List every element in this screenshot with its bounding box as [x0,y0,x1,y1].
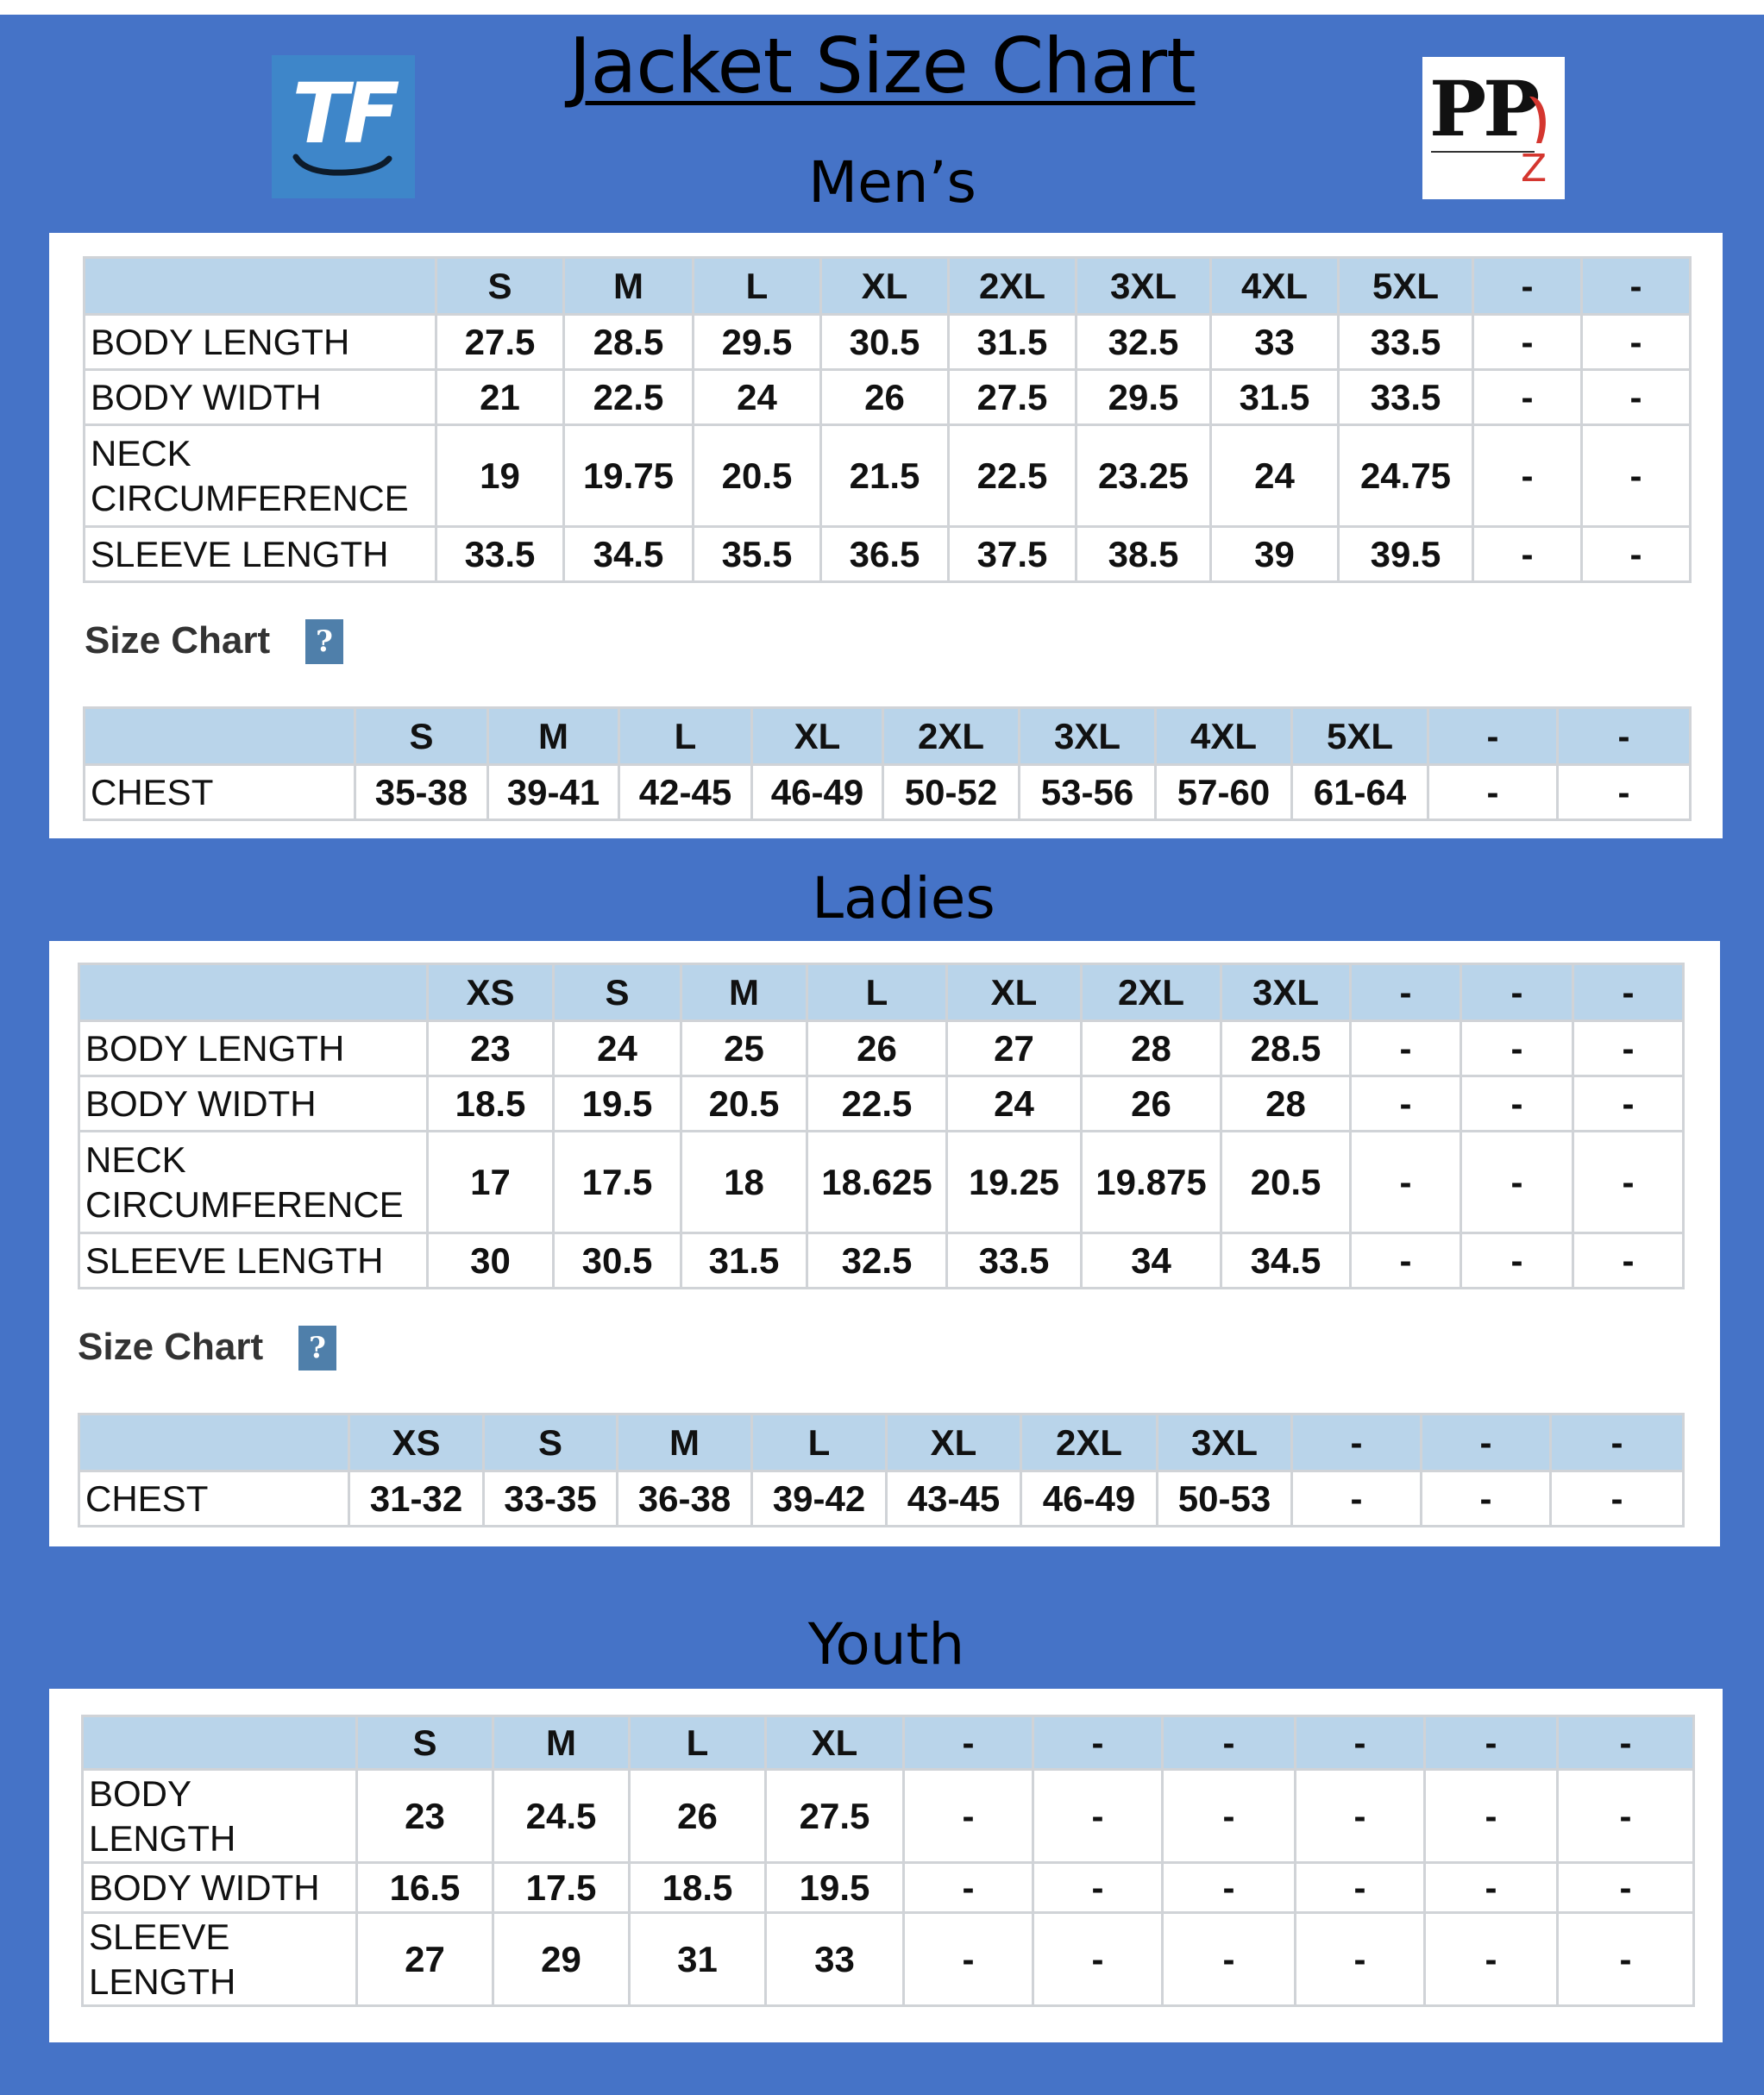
value-cell: - [1473,370,1582,425]
value-cell: 38.5 [1077,527,1211,582]
size-header: - [1582,258,1691,315]
value-cell: 31-32 [349,1471,484,1527]
size-header: - [1558,708,1691,765]
value-cell: 22.5 [564,370,694,425]
tf-logo-text: TF [292,66,395,162]
value-cell: - [1461,1132,1573,1233]
table-row [83,1770,1694,1863]
value-cell: 27.5 [949,370,1077,425]
row-label-line: LENGTH [89,1817,236,1859]
help-icon[interactable]: ? [298,1326,336,1371]
value-cell: 18.625 [807,1132,947,1233]
size-header: XL [887,1414,1021,1471]
size-header: M [488,708,619,765]
corner-cell [79,964,428,1021]
row-label [83,1770,357,1863]
value-cell: 27 [357,1913,493,2006]
value-cell: 19.5 [554,1076,681,1132]
size-header: 2XL [949,258,1077,315]
header-row [85,708,1691,765]
size-header: - [1473,258,1582,315]
value-cell: - [1351,1132,1461,1233]
size-header: - [1422,1414,1551,1471]
row-label-line: CIRCUMFERENCE [85,1183,404,1225]
value-cell: 24 [1211,425,1339,527]
row-label-line: SLEEVE [89,1916,230,1957]
size-header: 2XL [1082,964,1221,1021]
value-cell: - [1296,1913,1425,2006]
value-cell: - [1163,1863,1296,1913]
value-cell: - [1296,1770,1425,1863]
size-header: 2XL [883,708,1020,765]
table-row [79,1076,1684,1132]
header-row [85,258,1691,315]
row-label: BODY WIDTH [79,1076,428,1132]
ladies-chest-table [78,1413,1685,1527]
size-header: M [493,1716,630,1770]
value-cell: - [1425,1770,1558,1863]
value-cell: 34 [1082,1233,1221,1289]
value-cell: - [1425,1913,1558,2006]
header-row [83,1716,1694,1770]
value-cell: 24 [554,1021,681,1076]
size-header: S [554,964,681,1021]
value-cell: 23 [428,1021,554,1076]
value-cell: 28 [1082,1021,1221,1076]
size-header: L [807,964,947,1021]
value-cell: 19 [436,425,564,527]
value-cell: 30.5 [554,1233,681,1289]
value-cell: 30.5 [821,315,949,370]
value-cell: 17.5 [493,1863,630,1913]
value-cell: 22.5 [807,1076,947,1132]
value-cell: 26 [821,370,949,425]
value-cell: 31.5 [949,315,1077,370]
size-header: 4XL [1156,708,1292,765]
value-cell: 39 [1211,527,1339,582]
row-label [79,1132,428,1233]
value-cell: 19.75 [564,425,694,527]
value-cell: - [1582,370,1691,425]
value-cell: 24.75 [1339,425,1473,527]
value-cell: 42-45 [619,765,752,820]
value-cell: - [1461,1233,1573,1289]
ladies-heading: Ladies [812,865,995,931]
size-header: M [618,1414,752,1471]
size-header: XL [766,1716,904,1770]
value-cell: 33.5 [436,527,564,582]
size-header: - [904,1716,1033,1770]
value-cell: 19.875 [1082,1132,1221,1233]
size-header: - [1461,964,1573,1021]
value-cell: - [1296,1863,1425,1913]
value-cell: - [904,1863,1033,1913]
ppz-logo-sub-text: Z [1521,147,1547,191]
youth-heading: Youth [807,1611,965,1678]
value-cell: - [1163,1770,1296,1863]
size-header: 5XL [1339,258,1473,315]
row-label: SLEEVE LENGTH [79,1233,428,1289]
value-cell: 23.25 [1077,425,1211,527]
value-cell: - [1573,1021,1684,1076]
value-cell: 26 [630,1770,766,1863]
header-row [79,1414,1684,1471]
value-cell: - [1551,1471,1684,1527]
value-cell: 16.5 [357,1863,493,1913]
value-cell: - [1351,1076,1461,1132]
ladies-size-chart-label: Size Chart [78,1326,264,1368]
value-cell: 36.5 [821,527,949,582]
value-cell: - [1473,425,1582,527]
value-cell: 33 [766,1913,904,2006]
value-cell: 33 [1211,315,1339,370]
row-label [85,425,436,527]
value-cell: 17 [428,1132,554,1233]
value-cell: - [1558,1863,1694,1913]
row-label: BODY LENGTH [85,315,436,370]
value-cell: 39.5 [1339,527,1473,582]
value-cell: 20.5 [1221,1132,1351,1233]
size-header: - [1573,964,1684,1021]
value-cell: 39-42 [752,1471,887,1527]
table-row [79,1021,1684,1076]
value-cell: 30 [428,1233,554,1289]
value-cell: 28.5 [564,315,694,370]
value-cell: 31.5 [1211,370,1339,425]
value-cell: 31.5 [681,1233,807,1289]
value-cell: - [1428,765,1558,820]
value-cell: 18.5 [428,1076,554,1132]
size-header: L [630,1716,766,1770]
value-cell: 31 [630,1913,766,2006]
mens-chest-table [83,706,1692,821]
value-cell: 33-35 [484,1471,618,1527]
value-cell: 29.5 [1077,370,1211,425]
size-header: L [752,1414,887,1471]
value-cell: 21 [436,370,564,425]
value-cell: 27 [947,1021,1082,1076]
table-row [85,527,1691,582]
value-cell: 32.5 [1077,315,1211,370]
value-cell: 18.5 [630,1863,766,1913]
value-cell: 23 [357,1770,493,1863]
mens-measurements-table [83,256,1692,583]
size-header: - [1296,1716,1425,1770]
size-header: S [484,1414,618,1471]
value-cell: - [1573,1076,1684,1132]
size-header: - [1033,1716,1163,1770]
size-header: - [1551,1414,1684,1471]
row-label: SLEEVE LENGTH [85,527,436,582]
value-cell: 57-60 [1156,765,1292,820]
value-cell: 50-52 [883,765,1020,820]
value-cell: 33.5 [1339,315,1473,370]
value-cell: - [1163,1913,1296,2006]
value-cell: 35-38 [355,765,488,820]
value-cell: 32.5 [807,1233,947,1289]
value-cell: - [904,1913,1033,2006]
ppz-logo-main-text: PP [1429,64,1537,154]
size-header: S [436,258,564,315]
ladies-measurements-table [78,963,1685,1289]
size-header: - [1163,1716,1296,1770]
size-header: - [1351,964,1461,1021]
value-cell: 36-38 [618,1471,752,1527]
value-cell: - [1033,1770,1163,1863]
value-cell: - [904,1770,1033,1863]
value-cell: 39-41 [488,765,619,820]
size-header: L [619,708,752,765]
value-cell: 21.5 [821,425,949,527]
mens-size-chart-label: Size Chart [85,619,271,662]
row-label: BODY WIDTH [83,1863,357,1913]
value-cell: 27.5 [436,315,564,370]
value-cell: 46-49 [752,765,883,820]
value-cell: - [1573,1132,1684,1233]
value-cell: 43-45 [887,1471,1021,1527]
value-cell: - [1351,1233,1461,1289]
size-header: S [355,708,488,765]
size-header: 2XL [1021,1414,1158,1471]
mens-heading: Men’s [808,149,976,216]
corner-cell [85,258,436,315]
value-cell: 46-49 [1021,1471,1158,1527]
row-label-line: CIRCUMFERENCE [91,477,409,518]
header-row [79,964,1684,1021]
size-header: XS [428,964,554,1021]
row-label-line: BODY [89,1772,192,1814]
row-label: BODY WIDTH [85,370,436,425]
row-label-line: NECK [85,1138,186,1180]
table-row [85,315,1691,370]
value-cell: - [1582,425,1691,527]
table-row [79,1233,1684,1289]
row-label: BODY LENGTH [79,1021,428,1076]
row-label [83,1913,357,2006]
value-cell: 34.5 [1221,1233,1351,1289]
value-cell: - [1422,1471,1551,1527]
value-cell: - [1582,527,1691,582]
youth-measurements-table [81,1715,1695,2007]
value-cell: 26 [807,1021,947,1076]
value-cell: 25 [681,1021,807,1076]
size-header: - [1428,708,1558,765]
size-header: M [564,258,694,315]
size-header: 5XL [1292,708,1428,765]
value-cell: - [1292,1471,1422,1527]
size-header: 3XL [1077,258,1211,315]
size-header: 3XL [1221,964,1351,1021]
value-cell: - [1573,1233,1684,1289]
value-cell: - [1473,527,1582,582]
size-header: XL [947,964,1082,1021]
size-header: XS [349,1414,484,1471]
value-cell: - [1558,1913,1694,2006]
value-cell: 19.25 [947,1132,1082,1233]
value-cell: - [1461,1076,1573,1132]
size-header: M [681,964,807,1021]
table-row [83,1863,1694,1913]
size-header: L [694,258,821,315]
table-row [85,765,1691,820]
corner-cell [79,1414,349,1471]
value-cell: - [1558,765,1691,820]
value-cell: 29.5 [694,315,821,370]
value-cell: - [1558,1770,1694,1863]
size-header: 3XL [1020,708,1156,765]
table-row [79,1132,1684,1233]
value-cell: 24 [947,1076,1082,1132]
value-cell: 17.5 [554,1132,681,1233]
value-cell: - [1582,315,1691,370]
value-cell: 22.5 [949,425,1077,527]
value-cell: 26 [1082,1076,1221,1132]
table-row [85,425,1691,527]
value-cell: 20.5 [694,425,821,527]
value-cell: 61-64 [1292,765,1428,820]
value-cell: 50-53 [1158,1471,1292,1527]
corner-cell [83,1716,357,1770]
value-cell: 34.5 [564,527,694,582]
value-cell: 20.5 [681,1076,807,1132]
value-cell: - [1351,1021,1461,1076]
size-header: XL [752,708,883,765]
size-header: XL [821,258,949,315]
value-cell: - [1473,315,1582,370]
value-cell: 24 [694,370,821,425]
row-label-line: LENGTH [89,1960,236,2002]
value-cell: 19.5 [766,1863,904,1913]
value-cell: 33.5 [947,1233,1082,1289]
value-cell: 53-56 [1020,765,1156,820]
corner-cell [85,708,355,765]
value-cell: 29 [493,1913,630,2006]
row-label: CHEST [85,765,355,820]
value-cell: 35.5 [694,527,821,582]
help-icon[interactable]: ? [305,619,343,664]
size-header: - [1558,1716,1694,1770]
size-header: - [1425,1716,1558,1770]
value-cell: - [1033,1863,1163,1913]
value-cell: 27.5 [766,1770,904,1863]
size-header: 4XL [1211,258,1339,315]
value-cell: 28 [1221,1076,1351,1132]
value-cell: 18 [681,1132,807,1233]
size-header: 3XL [1158,1414,1292,1471]
row-label: CHEST [79,1471,349,1527]
value-cell: 37.5 [949,527,1077,582]
size-header: - [1292,1414,1422,1471]
value-cell: - [1425,1863,1558,1913]
table-row [83,1913,1694,2006]
value-cell: 24.5 [493,1770,630,1863]
row-label-line: NECK [91,432,191,474]
value-cell: - [1461,1021,1573,1076]
table-row [79,1471,1684,1527]
page-title: Jacket Size Chart [568,22,1196,110]
value-cell: - [1033,1913,1163,2006]
value-cell: 28.5 [1221,1021,1351,1076]
table-row [85,370,1691,425]
size-header: S [357,1716,493,1770]
value-cell: 33.5 [1339,370,1473,425]
